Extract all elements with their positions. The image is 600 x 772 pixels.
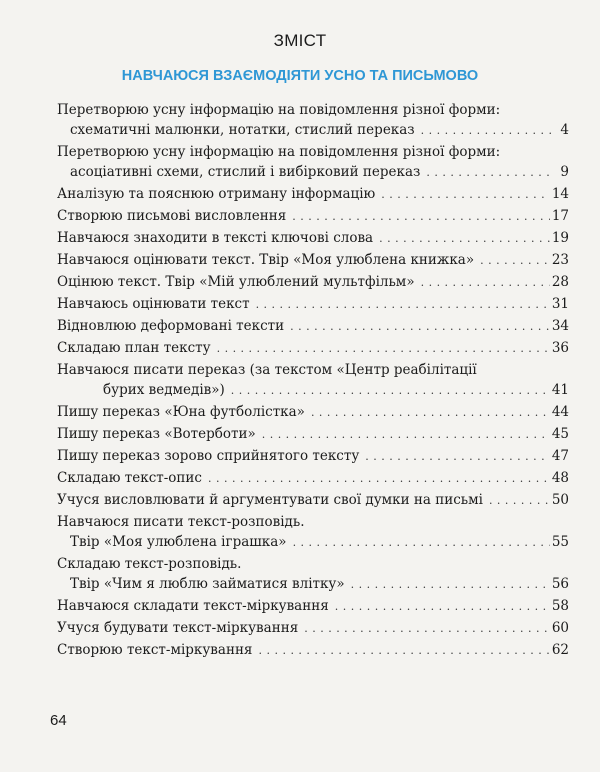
toc-page-number: 60 bbox=[551, 620, 569, 636]
toc-leader bbox=[379, 228, 550, 249]
toc-page-number: 17 bbox=[551, 208, 569, 224]
toc-leader bbox=[311, 402, 550, 423]
toc-entry-title: Створюю текст-міркування bbox=[57, 642, 253, 658]
toc-entry-title: Складаю план тексту bbox=[57, 340, 211, 356]
toc-leader bbox=[231, 380, 550, 401]
toc-page-number: 28 bbox=[551, 274, 569, 290]
toc-page-number: 50 bbox=[551, 492, 569, 508]
toc-entry[interactable] bbox=[57, 316, 569, 336]
toc-leader bbox=[208, 468, 550, 489]
section-heading: НАВЧАЮСЯ ВЗАЄМОДІЯТИ УСНО ТА ПИСЬМОВО bbox=[121, 68, 479, 84]
toc-leader bbox=[290, 316, 550, 337]
toc-leader bbox=[256, 294, 550, 315]
toc-entry-title: Пишу переказ «Вотерботи» bbox=[57, 426, 256, 442]
toc-leader bbox=[292, 206, 550, 227]
toc-entry-title: Відновлюю деформовані тексти bbox=[57, 318, 285, 334]
toc-entry-title: Навчаюся оцінювати текст. Твір «Моя улюблена книжка» bbox=[57, 252, 475, 268]
toc-entry[interactable] bbox=[57, 184, 569, 204]
toc-entry[interactable] bbox=[57, 446, 569, 466]
toc-entry[interactable] bbox=[57, 640, 569, 660]
toc-entry-title: Складаю текст-опис bbox=[57, 470, 202, 486]
toc-entry[interactable] bbox=[70, 120, 569, 140]
toc-leader bbox=[489, 490, 550, 511]
toc-entry[interactable] bbox=[57, 228, 569, 248]
toc-entry[interactable] bbox=[70, 574, 569, 594]
toc-leader bbox=[421, 272, 550, 293]
toc-entry-title: Аналізую та пояснюю отриману інформацію bbox=[57, 186, 376, 202]
toc-leader bbox=[381, 184, 550, 205]
toc-entry-title: Навчаюся знаходити в тексті ключові слова bbox=[57, 230, 374, 246]
toc-entry[interactable] bbox=[57, 402, 569, 422]
toc-page-number: 14 bbox=[551, 186, 569, 202]
page-title: ЗМІСТ bbox=[273, 31, 327, 50]
toc-entry[interactable] bbox=[70, 532, 569, 552]
toc-page-number: 47 bbox=[551, 448, 569, 464]
toc-leader bbox=[480, 250, 550, 271]
toc-page-number: 62 bbox=[551, 642, 569, 658]
toc-entry-title: Створюю письмові висловлення bbox=[57, 208, 287, 224]
toc-page-number: 55 bbox=[551, 534, 569, 550]
toc-entry-title: Пишу переказ «Юна футболістка» bbox=[57, 404, 305, 420]
toc-entry-title: Учуся будувати текст-міркування bbox=[57, 620, 299, 636]
toc-leader bbox=[262, 424, 550, 445]
toc-page-number: 9 bbox=[560, 164, 569, 180]
toc-entry-title: Твір «Моя улюблена іграшка» bbox=[70, 534, 287, 550]
toc-entry-title: Навчаюсь оцінювати текст bbox=[57, 296, 250, 312]
toc-entry[interactable] bbox=[57, 272, 569, 292]
toc-page-number: 4 bbox=[560, 122, 569, 138]
toc-leader bbox=[304, 618, 550, 639]
toc-page-number: 19 bbox=[551, 230, 569, 246]
toc-leader bbox=[293, 532, 550, 553]
toc-leader bbox=[426, 162, 555, 183]
toc-entry[interactable] bbox=[57, 490, 569, 510]
toc-entry[interactable] bbox=[57, 338, 569, 358]
toc-leader bbox=[335, 596, 550, 617]
toc-page-number: 44 bbox=[551, 404, 569, 420]
toc-leader bbox=[421, 120, 555, 141]
toc-page-number: 31 bbox=[551, 296, 569, 312]
page-number: 64 bbox=[50, 712, 67, 729]
toc-page-number: 56 bbox=[551, 576, 569, 592]
toc-entry[interactable] bbox=[57, 294, 569, 314]
toc-entry-line: Складаю текст-розповідь. bbox=[57, 556, 242, 572]
toc-leader bbox=[365, 446, 550, 467]
toc-entry-line: Перетворюю усну інформацію на повідомлення різної форми: bbox=[57, 144, 501, 160]
toc-page-number: 34 bbox=[551, 318, 569, 334]
toc-entry-title: Оцінюю текст. Твір «Мій улюблений мультфільм» bbox=[57, 274, 415, 290]
toc-entry-title: схематичні малюнки, нотатки, стислий переказ bbox=[70, 122, 415, 138]
toc-entry-title: бурих ведмедів») bbox=[103, 382, 225, 398]
toc-entry-title: Учуся висловлювати й аргументувати свої думки на письмі bbox=[57, 492, 483, 508]
toc-leader bbox=[217, 338, 550, 359]
toc-page-number: 48 bbox=[551, 470, 569, 486]
toc-entry-line: Навчаюся писати текст-розповідь. bbox=[57, 514, 305, 530]
toc-entry[interactable] bbox=[57, 424, 569, 444]
toc-entry-title: Пишу переказ зорово сприйнятого тексту bbox=[57, 448, 360, 464]
toc-page-number: 23 bbox=[551, 252, 569, 268]
toc-entry[interactable] bbox=[57, 250, 569, 270]
toc-page-number: 58 bbox=[551, 598, 569, 614]
toc-page-number: 45 bbox=[551, 426, 569, 442]
toc-entry[interactable] bbox=[57, 206, 569, 226]
toc-entry-title: Твір «Чим я люблю займатися влітку» bbox=[70, 576, 345, 592]
toc-entry-title: асоціативні схеми, стислий і вибірковий переказ bbox=[70, 164, 421, 180]
toc-leader bbox=[258, 640, 549, 661]
toc-entry[interactable] bbox=[70, 162, 569, 182]
toc-entry-line: Навчаюся писати переказ (за текстом «Центр реабілітації bbox=[57, 362, 477, 378]
toc-leader bbox=[351, 574, 550, 595]
toc-entry[interactable] bbox=[57, 468, 569, 488]
toc-entry[interactable] bbox=[103, 380, 569, 400]
toc-entry-title: Навчаюся складати текст-міркування bbox=[57, 598, 329, 614]
toc-page-number: 36 bbox=[551, 340, 569, 356]
toc-page-number: 41 bbox=[551, 382, 569, 398]
toc-entry-line: Перетворюю усну інформацію на повідомлення різної форми: bbox=[57, 102, 501, 118]
toc-entry[interactable] bbox=[57, 618, 569, 638]
toc-entry[interactable] bbox=[57, 596, 569, 616]
